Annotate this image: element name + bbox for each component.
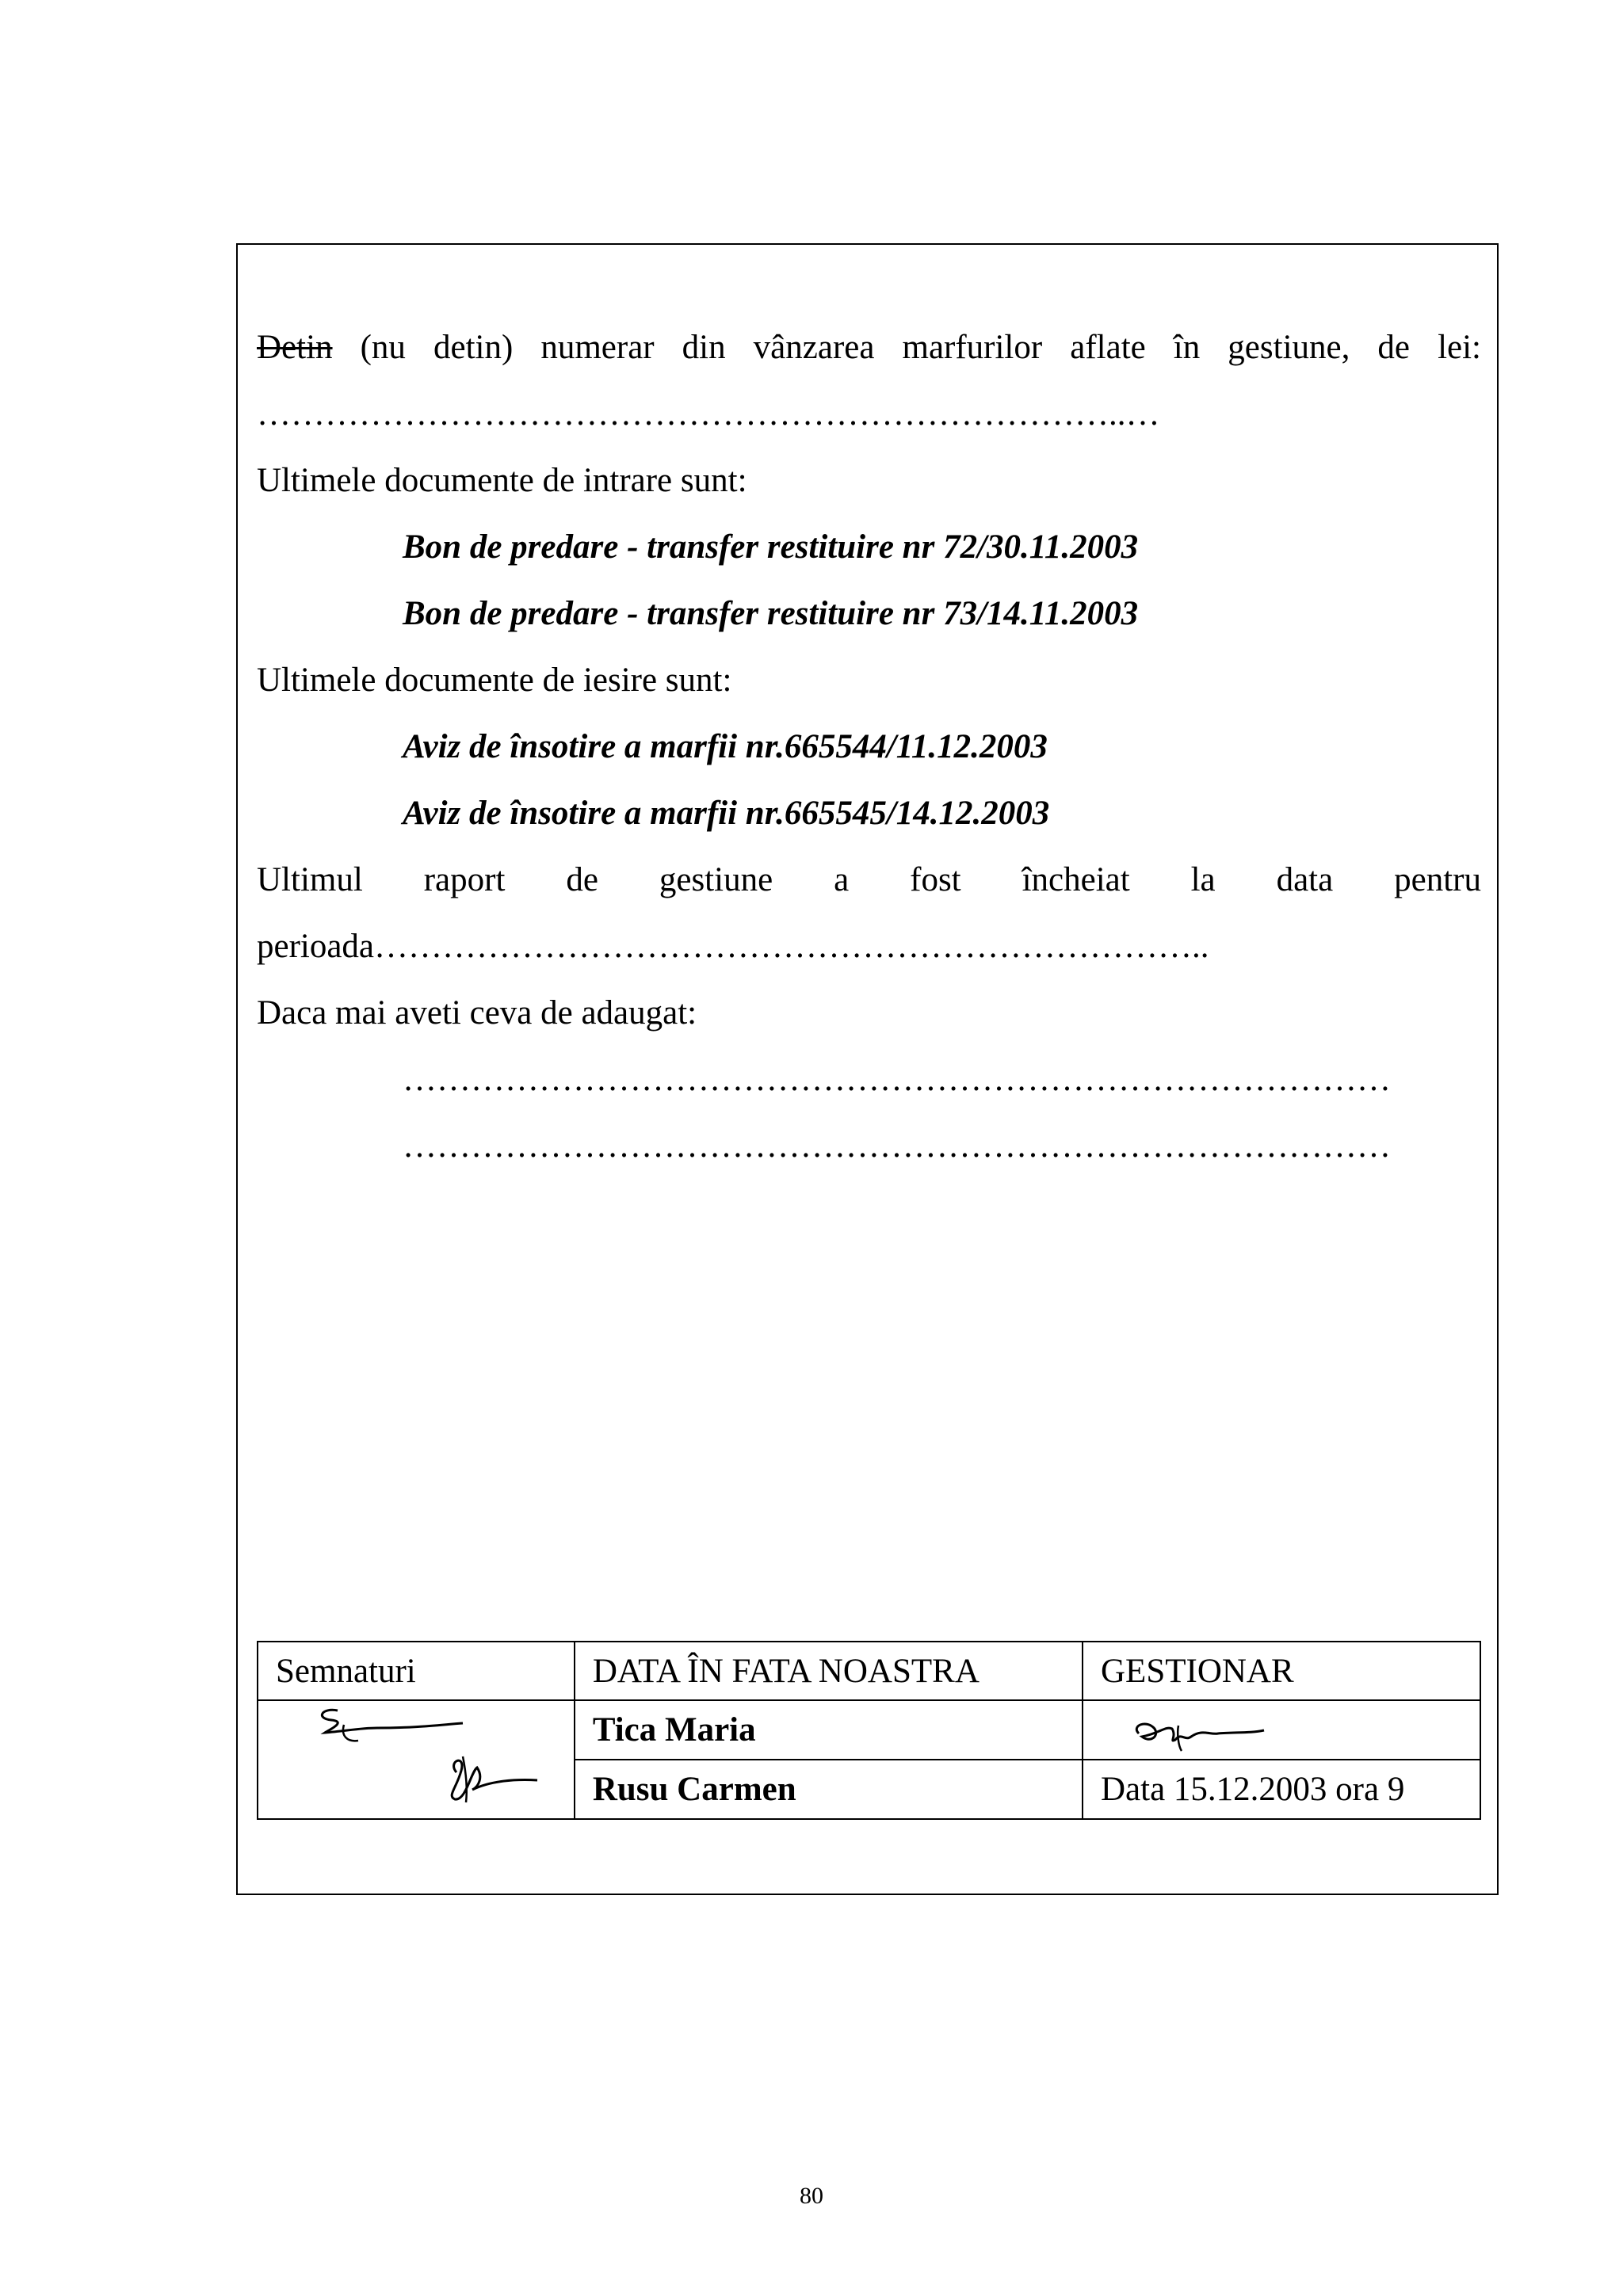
witness-name-2: Rusu Carmen bbox=[575, 1760, 1083, 1819]
exit-doc-2: Aviz de însotire a marfii nr.665545/14.12.2003 bbox=[403, 795, 1050, 832]
struck-word: Detin bbox=[257, 329, 333, 366]
cash-statement-line bbox=[257, 315, 1481, 381]
additional-dots-2: …………………………………………………………………………… bbox=[403, 1127, 1391, 1165]
header-gestionar: GESTIONAR bbox=[1083, 1642, 1480, 1700]
witness-name-1: Tica Maria bbox=[575, 1700, 1083, 1760]
cash-amount-dots: …………………………………………………………………..… bbox=[257, 395, 1160, 433]
signature-table-header bbox=[258, 1642, 1480, 1700]
period-line: perioada……………………………………………………………….. bbox=[257, 928, 1209, 965]
signature-table bbox=[257, 1641, 1481, 1820]
document-body bbox=[257, 315, 1481, 1180]
last-report-line: Ultimul raport de gestiune a fost încheiat la data pentru bbox=[257, 861, 1481, 898]
gestionar-signature bbox=[1083, 1702, 1480, 1759]
gestionar-signature-cell bbox=[1083, 1700, 1480, 1760]
exit-doc-1: Aviz de însotire a marfii nr.665544/11.12.2003 bbox=[403, 728, 1048, 765]
header-semnaturi: Semnaturi bbox=[258, 1642, 575, 1700]
cash-statement-text: (nu detin) numerar din vânzarea marfurilor aflate în gestiune, de lei: bbox=[332, 329, 1481, 366]
header-data: DATA ÎN FATA NOASTRA bbox=[575, 1642, 1083, 1700]
page-number: 80 bbox=[800, 2183, 823, 2209]
entry-doc-2: Bon de predare - transfer restituire nr 73/14.11.2003 bbox=[403, 595, 1139, 632]
entry-docs-heading: Ultimele documente de intrare sunt: bbox=[257, 462, 747, 499]
signatures-cell bbox=[258, 1700, 575, 1819]
document-frame bbox=[236, 243, 1499, 1895]
additional-heading: Daca mai aveti ceva de adaugat: bbox=[257, 994, 697, 1032]
date-cell: Data 15.12.2003 ora 9 bbox=[1083, 1760, 1480, 1819]
signature-row-1 bbox=[258, 1700, 1480, 1760]
exit-docs-heading: Ultimele documente de iesire sunt: bbox=[257, 662, 732, 699]
additional-dots-1: …………………………………………………………………………… bbox=[403, 1061, 1391, 1098]
entry-doc-1: Bon de predare - transfer restituire nr 72/30.11.2003 bbox=[403, 528, 1139, 566]
handwritten-signatures bbox=[258, 1701, 571, 1818]
